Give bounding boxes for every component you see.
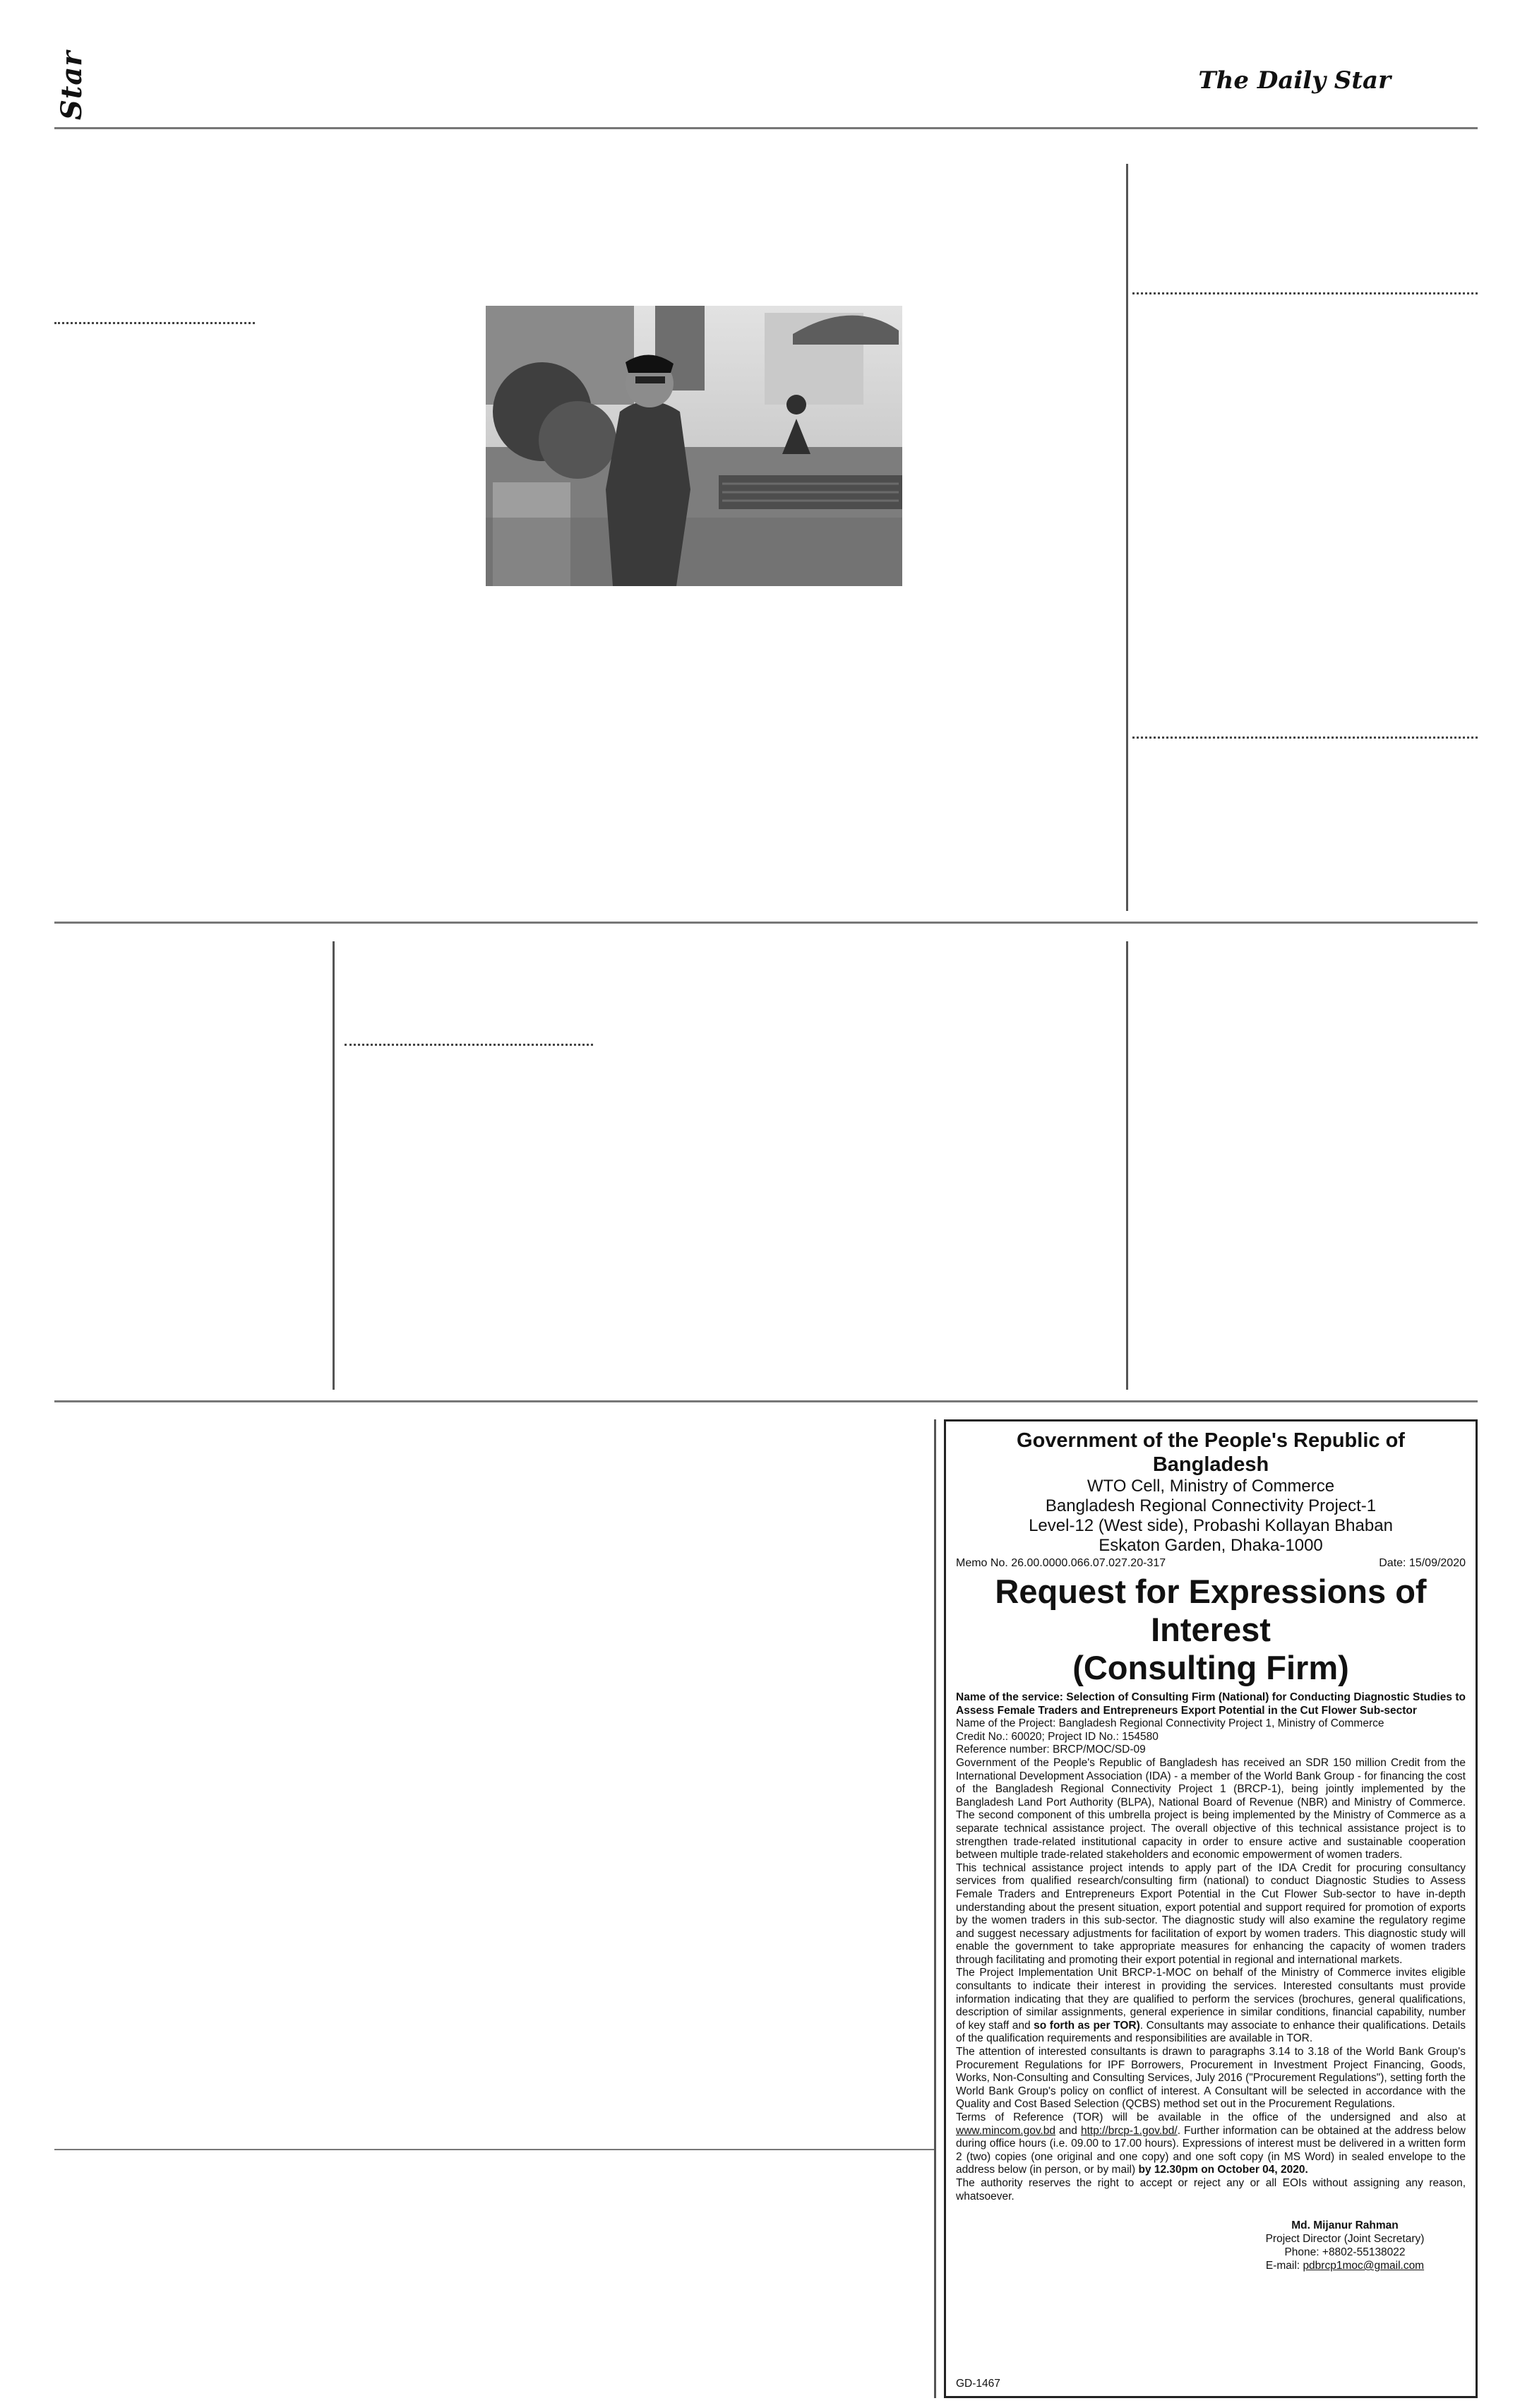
ad-address-line: WTO Cell, Ministry of Commerce bbox=[1087, 1477, 1335, 1496]
ad-gd-code: GD-1467 bbox=[956, 2378, 1000, 2390]
news-photo bbox=[486, 306, 902, 586]
ad-project-name: Name of the Project: Bangladesh Regional Connectivity Project 1, Ministry of Commerce bbox=[956, 1717, 1384, 1730]
ad-paragraph-3-bold: so forth as per TOR) bbox=[1034, 2019, 1140, 2032]
ad-title-line2: (Consulting Firm) bbox=[1072, 1649, 1349, 1686]
ad-paragraph-3-text: The Project Implementation Unit BRCP-1-MOC on behalf of the Ministry of Commerce invites eligible consultants to indicate their interest in providing the services. Interested consultants must provide information indicating that they are qualified to perform the services (brochures, general qualifications, description of similar assignments, general experience in similar conditions, financial capability, number of key staff and bbox=[956, 1967, 1466, 2032]
ad-paragraph-3 bbox=[956, 1967, 1466, 2046]
ad-government-title: Government of the People's Republic of Bangladesh bbox=[1017, 1429, 1405, 1476]
mincom-link[interactable]: www.mincom.gov.bd bbox=[956, 2124, 1055, 2137]
dotted-rule-right-2 bbox=[1132, 737, 1478, 739]
eoi-advertisement bbox=[944, 1419, 1478, 2398]
column-divider-bottom bbox=[934, 1419, 936, 2398]
masthead-rule bbox=[54, 127, 1478, 129]
ad-email-link[interactable]: pdbrcp1moc@gmail.com bbox=[1303, 2260, 1425, 2272]
ad-service-name: Name of the service: Selection of Consulting Firm (National) for Conducting Diagnostic Studies to Assess Female Traders and Entrepreneurs Export Potential in the Cut Flower Sub-sector bbox=[956, 1691, 1466, 1717]
column-divider-middle-right bbox=[1126, 941, 1128, 1390]
ad-signer-title: Project Director (Joint Secretary) bbox=[1265, 2233, 1425, 2246]
ad-address-line: Level-12 (West side), Probashi Kollayan Bhaban bbox=[1029, 1516, 1393, 1535]
dotted-rule-top-left bbox=[54, 322, 255, 324]
ad-title-line1: Request for Expressions of Interest bbox=[995, 1573, 1427, 1648]
ad-signer-email bbox=[1224, 2259, 1466, 2272]
rule-bottom-left bbox=[54, 2149, 934, 2150]
ad-paragraph-1: Government of the People's Republic of Bangladesh has received an SDR 150 million Credit from the International Development Association (IDA) - a member of the World Bank Group - for financing the cost of the Bangladesh Regional Connectivity Project 1 (BRCP-1), being jointly implemented by the Bangladesh Land Port Authority (BLPA), National Board of Revenue (NBR) and Ministry of Commerce. The second component of this umbrella project is being implemented by the Ministry of Commerce as a separate technical assistance project. The overall objective of this technical assistance project is to strengthen trade-related institutional capacity in order to ensure active and sustainable cooperation between multiple trade-related stakeholders and economic empowerment of women traders. bbox=[956, 1756, 1466, 1861]
ad-paragraph-5-and: and bbox=[1055, 2124, 1081, 2137]
ad-signer-phone: Phone: +8802-55138022 bbox=[1284, 2246, 1406, 2259]
ad-paragraph-5 bbox=[956, 2111, 1466, 2177]
ad-paragraph-4: The attention of interested consultants is drawn to paragraphs 3.14 to 3.18 of the World Bank Group's Procurement Regulations for IPF Borrowers, Procurement in Investment Project Financing, Goods, Works, Non-Consulting and Consulting Services, July 2016 ("Procurement Regulations"), setting forth the World Bank Group's policy on conflict of interest. A Consultant will be selected in accordance with the Quality and Cost Based Selection (QCBS) method set out in the Procurement Regulations. bbox=[956, 2046, 1466, 2111]
section-rule-middle bbox=[54, 922, 1478, 924]
ad-paragraph-6: The authority reserves the right to accept or reject any or all EOIs without assigning any reason, whatsoever. bbox=[956, 2176, 1466, 2203]
ad-signer-name: Md. Mijanur Rahman bbox=[1291, 2219, 1399, 2232]
ad-paragraph-5-text: Terms of Reference (TOR) will be available in the office of the undersigned and also at bbox=[956, 2111, 1466, 2123]
dotted-rule-middle bbox=[345, 1044, 593, 1046]
ad-paragraph-2: This technical assistance project intends to apply part of the IDA Credit for procuring consultancy services from qualified research/consulting firm (national) to conduct Diagnostic Studies to Assess Female Traders and Entrepreneurs Export Potential in the Cut Flower Sub-sector to have in-depth understanding about the present situation, export potential and support required for promotion of exports by the women traders in this sub-sector. The diagnostic study will also examine the regulatory regime and suggest necessary adjustments for facilitation of export by women traders. This diagnostic study will enable the government to take appropriate measures for enhancing the capacity of women traders through facilitating and promoting their export potential in regional and international markets. bbox=[956, 1861, 1466, 1966]
ad-reference: Reference number: BRCP/MOC/SD-09 bbox=[956, 1744, 1146, 1756]
ad-address-line: Eskaton Garden, Dhaka-1000 bbox=[1099, 1536, 1323, 1555]
ad-deadline: by 12.30pm on October 04, 2020. bbox=[1138, 2164, 1308, 2176]
ad-paragraph-5-body: . Further information can be obtained at the address below during office hours (i.e. 09.00 to 17.00 hours). Expressions of interest must be delivered in a written form 2 (two) copies (one original and one copy) and one soft copy (in MS Word) in sealed envelope to the address below (in person, or by mail) bbox=[956, 2124, 1466, 2176]
ad-email-label: E-mail: bbox=[1265, 2260, 1303, 2272]
ad-paragraph-3-end: . Consultants may associate to enhance their qualifications. Details of the qualification requirements and responsibilities are available in TOR. bbox=[956, 2019, 1466, 2045]
brcp-link[interactable]: http://brcp-1.gov.bd/ bbox=[1080, 2124, 1178, 2137]
ad-credit: Credit No.: 60020; Project ID No.: 154580 bbox=[956, 1730, 1159, 1743]
section-rule-bottom bbox=[54, 1400, 1478, 1402]
right-masthead-logo: The Daily Star bbox=[1198, 66, 1391, 95]
column-divider-top-right bbox=[1126, 164, 1128, 911]
column-divider-middle-left bbox=[333, 941, 335, 1390]
photo-man-standing-outdoors-icon bbox=[486, 306, 902, 586]
left-masthead-logo: Star bbox=[55, 50, 88, 120]
dotted-rule-right-1 bbox=[1132, 292, 1478, 294]
ad-memo-number: Memo No. 26.00.0000.066.07.027.20-317 bbox=[956, 1557, 1166, 1569]
ad-date: Date: 15/09/2020 bbox=[1379, 1557, 1466, 1569]
ad-address-line: Bangladesh Regional Connectivity Project-1 bbox=[1045, 1496, 1377, 1515]
